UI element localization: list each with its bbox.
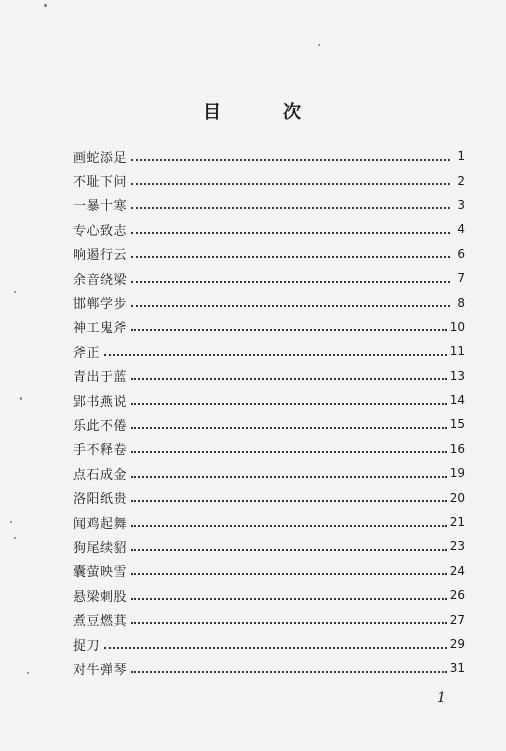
scan-speck	[27, 672, 29, 674]
toc-entry-title: 斧正	[73, 345, 101, 361]
toc-entry	[73, 193, 465, 217]
toc-entry-page: 4	[457, 222, 465, 237]
toc-entry-title: 响遏行云	[73, 248, 128, 264]
toc-entry	[73, 242, 465, 266]
table-of-contents	[73, 144, 465, 681]
toc-entry-page: 21	[449, 515, 465, 530]
toc-leader-dots	[131, 206, 450, 209]
toc-entry-page: 7	[457, 271, 465, 286]
toc-leader-dots	[131, 377, 447, 380]
toc-entry-page: 16	[449, 441, 465, 456]
toc-entry-page: 11	[449, 344, 465, 359]
toc-entry	[73, 388, 465, 412]
toc-entry-page: 15	[449, 417, 465, 432]
page-title	[0, 98, 506, 124]
toc-leader-dots	[131, 450, 447, 453]
toc-entry-title: 煮豆燃萁	[73, 614, 128, 630]
scan-speck	[44, 4, 47, 7]
toc-entry-page: 13	[449, 368, 465, 383]
toc-entry-title: 点石成金	[73, 467, 128, 483]
toc-entry-title: 乐此不倦	[73, 418, 128, 434]
scan-speck	[14, 537, 16, 539]
toc-entry	[73, 266, 465, 290]
toc-entry-title: 捉刀	[73, 638, 101, 654]
scan-speck	[20, 397, 22, 400]
toc-leader-dots	[131, 499, 447, 502]
toc-entry-title: 不耻下问	[73, 175, 128, 191]
toc-entry-title: 余音绕梁	[73, 272, 128, 288]
toc-entry-title: 画蛇添足	[73, 150, 128, 166]
toc-entry	[73, 485, 465, 509]
toc-entry	[73, 315, 465, 339]
toc-entry-title: 神工鬼斧	[73, 321, 128, 337]
toc-entry	[73, 534, 465, 558]
toc-leader-dots	[104, 353, 447, 356]
toc-entry-page: 1	[457, 149, 465, 164]
toc-entry-title: 狗尾续貂	[73, 540, 128, 556]
toc-entry-page: 8	[457, 295, 465, 310]
toc-entry-title: 郢书燕说	[73, 394, 128, 410]
toc-entry	[73, 607, 465, 631]
toc-entry-page: 2	[457, 173, 465, 188]
toc-leader-dots	[131, 328, 447, 331]
toc-leader-dots	[131, 475, 447, 478]
toc-leader-dots	[131, 280, 450, 283]
toc-entry-page: 27	[449, 612, 465, 627]
toc-leader-dots	[131, 231, 450, 234]
toc-entry	[73, 290, 465, 314]
toc-entry-title: 闻鸡起舞	[73, 516, 128, 532]
title-char-2: 次	[283, 102, 303, 123]
toc-entry-title: 悬梁刺股	[73, 589, 128, 605]
toc-entry-page: 23	[449, 539, 465, 554]
scan-speck	[318, 44, 320, 46]
toc-entry-title: 一暴十寒	[73, 199, 128, 215]
toc-leader-dots	[131, 158, 450, 161]
toc-leader-dots	[131, 255, 450, 258]
toc-leader-dots	[131, 426, 447, 429]
toc-leader-dots	[104, 646, 447, 649]
toc-entry-page: 20	[449, 490, 465, 505]
toc-entry	[73, 144, 465, 168]
toc-entry	[73, 632, 465, 656]
toc-entry-page: 31	[449, 661, 465, 676]
toc-entry	[73, 217, 465, 241]
toc-entry	[73, 168, 465, 192]
toc-entry-page: 19	[449, 466, 465, 481]
toc-entry-page: 10	[449, 319, 465, 334]
toc-leader-dots	[131, 597, 447, 600]
toc-entry	[73, 339, 465, 363]
page-number: 1	[437, 690, 446, 706]
toc-leader-dots	[131, 670, 447, 673]
toc-leader-dots	[131, 572, 447, 575]
toc-entry	[73, 461, 465, 485]
toc-leader-dots	[131, 524, 447, 527]
toc-entry	[73, 364, 465, 388]
toc-entry-page: 26	[449, 588, 465, 603]
scan-speck	[10, 521, 12, 523]
scan-speck	[14, 291, 16, 293]
toc-entry-title: 洛阳纸贵	[73, 492, 128, 508]
toc-entry-page: 14	[449, 393, 465, 408]
toc-leader-dots	[131, 621, 447, 624]
toc-entry-page: 6	[457, 246, 465, 261]
toc-entry-page: 3	[457, 197, 465, 212]
toc-entry-page: 29	[449, 637, 465, 651]
toc-leader-dots	[131, 182, 450, 185]
toc-entry-title: 青出于蓝	[73, 370, 128, 386]
toc-entry	[73, 510, 465, 534]
toc-entry	[73, 583, 465, 607]
toc-entry-title: 手不释卷	[73, 443, 128, 459]
toc-leader-dots	[131, 548, 447, 551]
toc-leader-dots	[131, 402, 447, 405]
toc-entry-title: 对牛弹琴	[73, 662, 128, 678]
toc-entry-title: 邯郸学步	[73, 297, 128, 313]
toc-entry	[73, 656, 465, 680]
toc-entry-title: 专心致志	[73, 223, 128, 239]
toc-entry-title: 囊萤映雪	[73, 565, 128, 581]
toc-entry	[73, 559, 465, 583]
toc-entry-page: 24	[449, 563, 465, 578]
toc-leader-dots	[131, 304, 450, 307]
toc-entry	[73, 437, 465, 461]
title-char-1: 目	[203, 102, 223, 123]
toc-entry	[73, 412, 465, 436]
